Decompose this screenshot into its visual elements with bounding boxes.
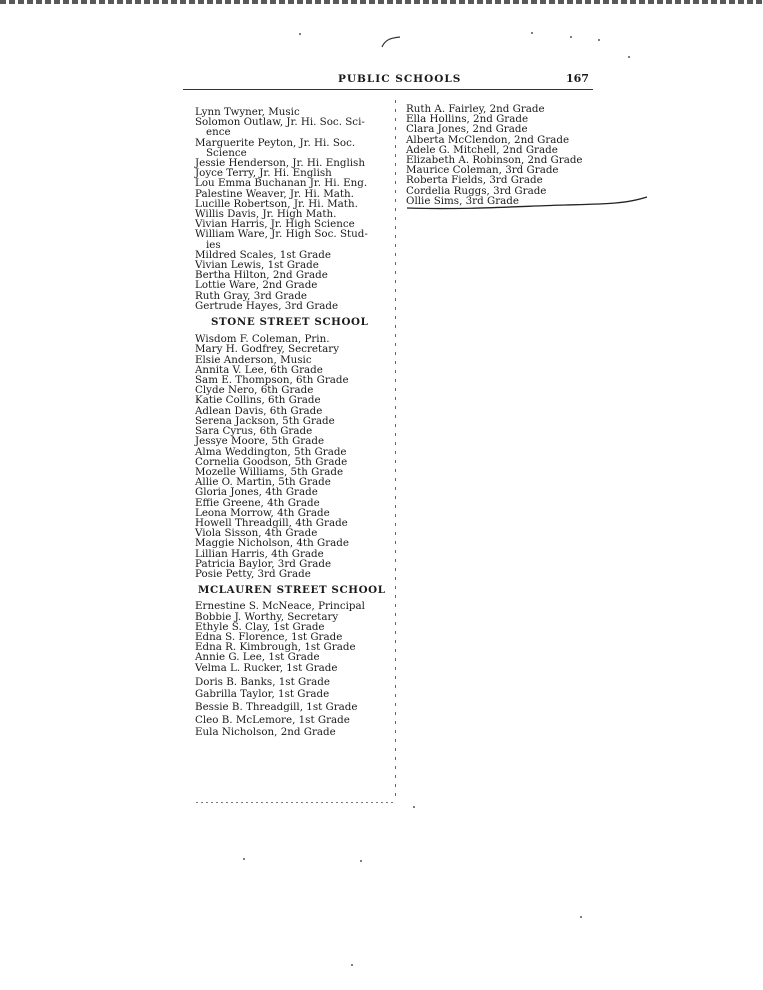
speck [413, 806, 415, 808]
right-column [406, 104, 606, 206]
list-item: Solomon Outlaw, Jr. Hi. Soc. Sci- [195, 116, 365, 129]
section-heading-stone-street: STONE STREET SCHOOL [211, 316, 369, 329]
speck [351, 964, 353, 966]
bottom-dotted-border [196, 802, 396, 803]
speck [360, 860, 362, 862]
list-item: Gertrude Hayes, 3rd Grade [195, 299, 339, 312]
list-item: Posie Petty, 3rd Grade [195, 567, 311, 580]
list-item: Vivian Lewis, 1st Grade [195, 259, 319, 272]
mclauren-street-staff-list [195, 601, 385, 672]
list-item-continuation: ies [206, 238, 221, 251]
header-rule [183, 89, 593, 90]
left-column [195, 107, 385, 739]
list-item: Alma Weddington, 5th Grade [195, 445, 347, 458]
list-item: Ollie Sims, 3rd Grade [406, 194, 519, 207]
list-item: William Ware, Jr. High Soc. Stud- [195, 228, 368, 241]
list-item: Ethyle S. Clay, 1st Grade [195, 620, 325, 633]
list-item: Howell Threadgill, 4th Grade [195, 516, 348, 529]
list-item: Mary H. Godfrey, Secretary [195, 343, 340, 356]
list-item: Lynn Twyner, Music [195, 106, 300, 118]
list-item: Edna S. Florence, 1st Grade [195, 630, 343, 643]
list-item: Joyce Terry, Jr. Hi. English [195, 167, 332, 180]
speck [570, 36, 572, 38]
handdrawn-underline [405, 196, 650, 216]
list-item: Serena Jackson, 5th Grade [195, 414, 335, 427]
ink-mark [380, 35, 402, 49]
list-item: Bobbie J. Worthy, Secretary [195, 610, 339, 623]
list-item: Ruth A. Fairley, 2nd Grade [406, 103, 545, 115]
speck [580, 916, 582, 918]
list-item: Maurice Coleman, 3rd Grade [406, 164, 559, 177]
list-item: Sam E. Thompson, 6th Grade [195, 374, 349, 387]
list-item: Cornelia Goodson, 5th Grade [195, 455, 348, 468]
list-item: Leona Morrow, 4th Grade [195, 506, 330, 519]
list-item: Marguerite Peyton, Jr. Hi. Soc. [195, 136, 356, 149]
list-item: Lou Emma Buchanan Jr. Hi. Eng. [195, 177, 368, 190]
speck [628, 56, 630, 58]
list-item: Adele G. Mitchell, 2nd Grade [406, 143, 558, 156]
list-item: Bessie B. Threadgill, 1st Grade [195, 700, 358, 713]
list-item: Adlean Davis, 6th Grade [195, 404, 323, 417]
list-item: Lucille Robertson, Jr. Hi. Math. [195, 197, 358, 210]
list-item: Cordelia Ruggs, 3rd Grade [406, 184, 547, 197]
list-item: Allie O. Martin, 5th Grade [195, 476, 331, 489]
staff-list-continued [195, 107, 385, 311]
list-item: Clyde Nero, 6th Grade [195, 384, 314, 397]
speck [243, 858, 245, 860]
list-item: Wisdom F. Coleman, Prin. [195, 333, 330, 346]
speck [299, 33, 301, 35]
list-item: Viola Sisson, 4th Grade [195, 527, 318, 540]
page-number: 167 [566, 72, 589, 85]
top-edge-artifact [0, 0, 763, 4]
speck [531, 32, 533, 34]
list-item: Sara Cyrus, 6th Grade [195, 425, 313, 438]
speck [598, 39, 600, 41]
list-item: Effie Greene, 4th Grade [195, 496, 320, 509]
list-item: Doris B. Banks, 1st Grade [195, 675, 330, 688]
list-item: Annie G. Lee, 1st Grade [195, 651, 320, 664]
list-item: Eula Nicholson, 2nd Grade [195, 726, 336, 739]
list-item: Cleo B. McLemore, 1st Grade [195, 713, 350, 726]
mclauren-street-staff-list-cont [195, 676, 385, 739]
list-item: Gabrilla Taylor, 1st Grade [195, 688, 330, 701]
list-item-continuation: Science [206, 146, 247, 159]
list-item: Ella Hollins, 2nd Grade [406, 113, 529, 126]
section-heading-mclauren-street: MCLAUREN STREET SCHOOL [198, 584, 386, 597]
list-item: Ruth Gray, 3rd Grade [195, 289, 308, 302]
list-item: Lottie Ware, 2nd Grade [195, 279, 318, 292]
list-item: Mozelle Williams, 5th Grade [195, 465, 344, 478]
list-item: Jessie Henderson, Jr. Hi. English [195, 157, 365, 170]
list-item: Bertha Hilton, 2nd Grade [195, 269, 328, 282]
list-item: Ernestine S. McNeace, Principal [195, 600, 365, 613]
list-item: Annita V. Lee, 6th Grade [195, 363, 323, 376]
list-item: Lillian Harris, 4th Grade [195, 547, 324, 560]
list-item: Vivian Harris, Jr. High Science [195, 218, 355, 231]
list-item: Patricia Baylor, 3rd Grade [195, 557, 332, 570]
list-item: Jessye Moore, 5th Grade [195, 435, 325, 448]
running-head: PUBLIC SCHOOLS [338, 73, 462, 85]
list-item: Elsie Anderson, Music [195, 353, 312, 366]
list-item: Mildred Scales, 1st Grade [195, 248, 331, 261]
list-item: Katie Collins, 6th Grade [195, 394, 321, 407]
list-item: Elizabeth A. Robinson, 2nd Grade [406, 154, 583, 167]
list-item: Clara Jones, 2nd Grade [406, 123, 528, 136]
stone-street-staff-list [195, 334, 385, 579]
list-item: Maggie Nicholson, 4th Grade [195, 537, 349, 550]
list-item: Edna R. Kimbrough, 1st Grade [195, 641, 356, 654]
list-item: Palestine Weaver, Jr. Hi. Math. [195, 187, 354, 200]
list-item: Velma L. Rucker, 1st Grade [195, 661, 338, 674]
list-item: Alberta McClendon, 2nd Grade [406, 133, 570, 146]
list-item: Gloria Jones, 4th Grade [195, 486, 318, 499]
list-item: Roberta Fields, 3rd Grade [406, 174, 543, 187]
list-item: Willis Davis, Jr. High Math. [195, 208, 337, 221]
column-divider [395, 100, 396, 800]
list-item-continuation: ence [206, 126, 231, 139]
